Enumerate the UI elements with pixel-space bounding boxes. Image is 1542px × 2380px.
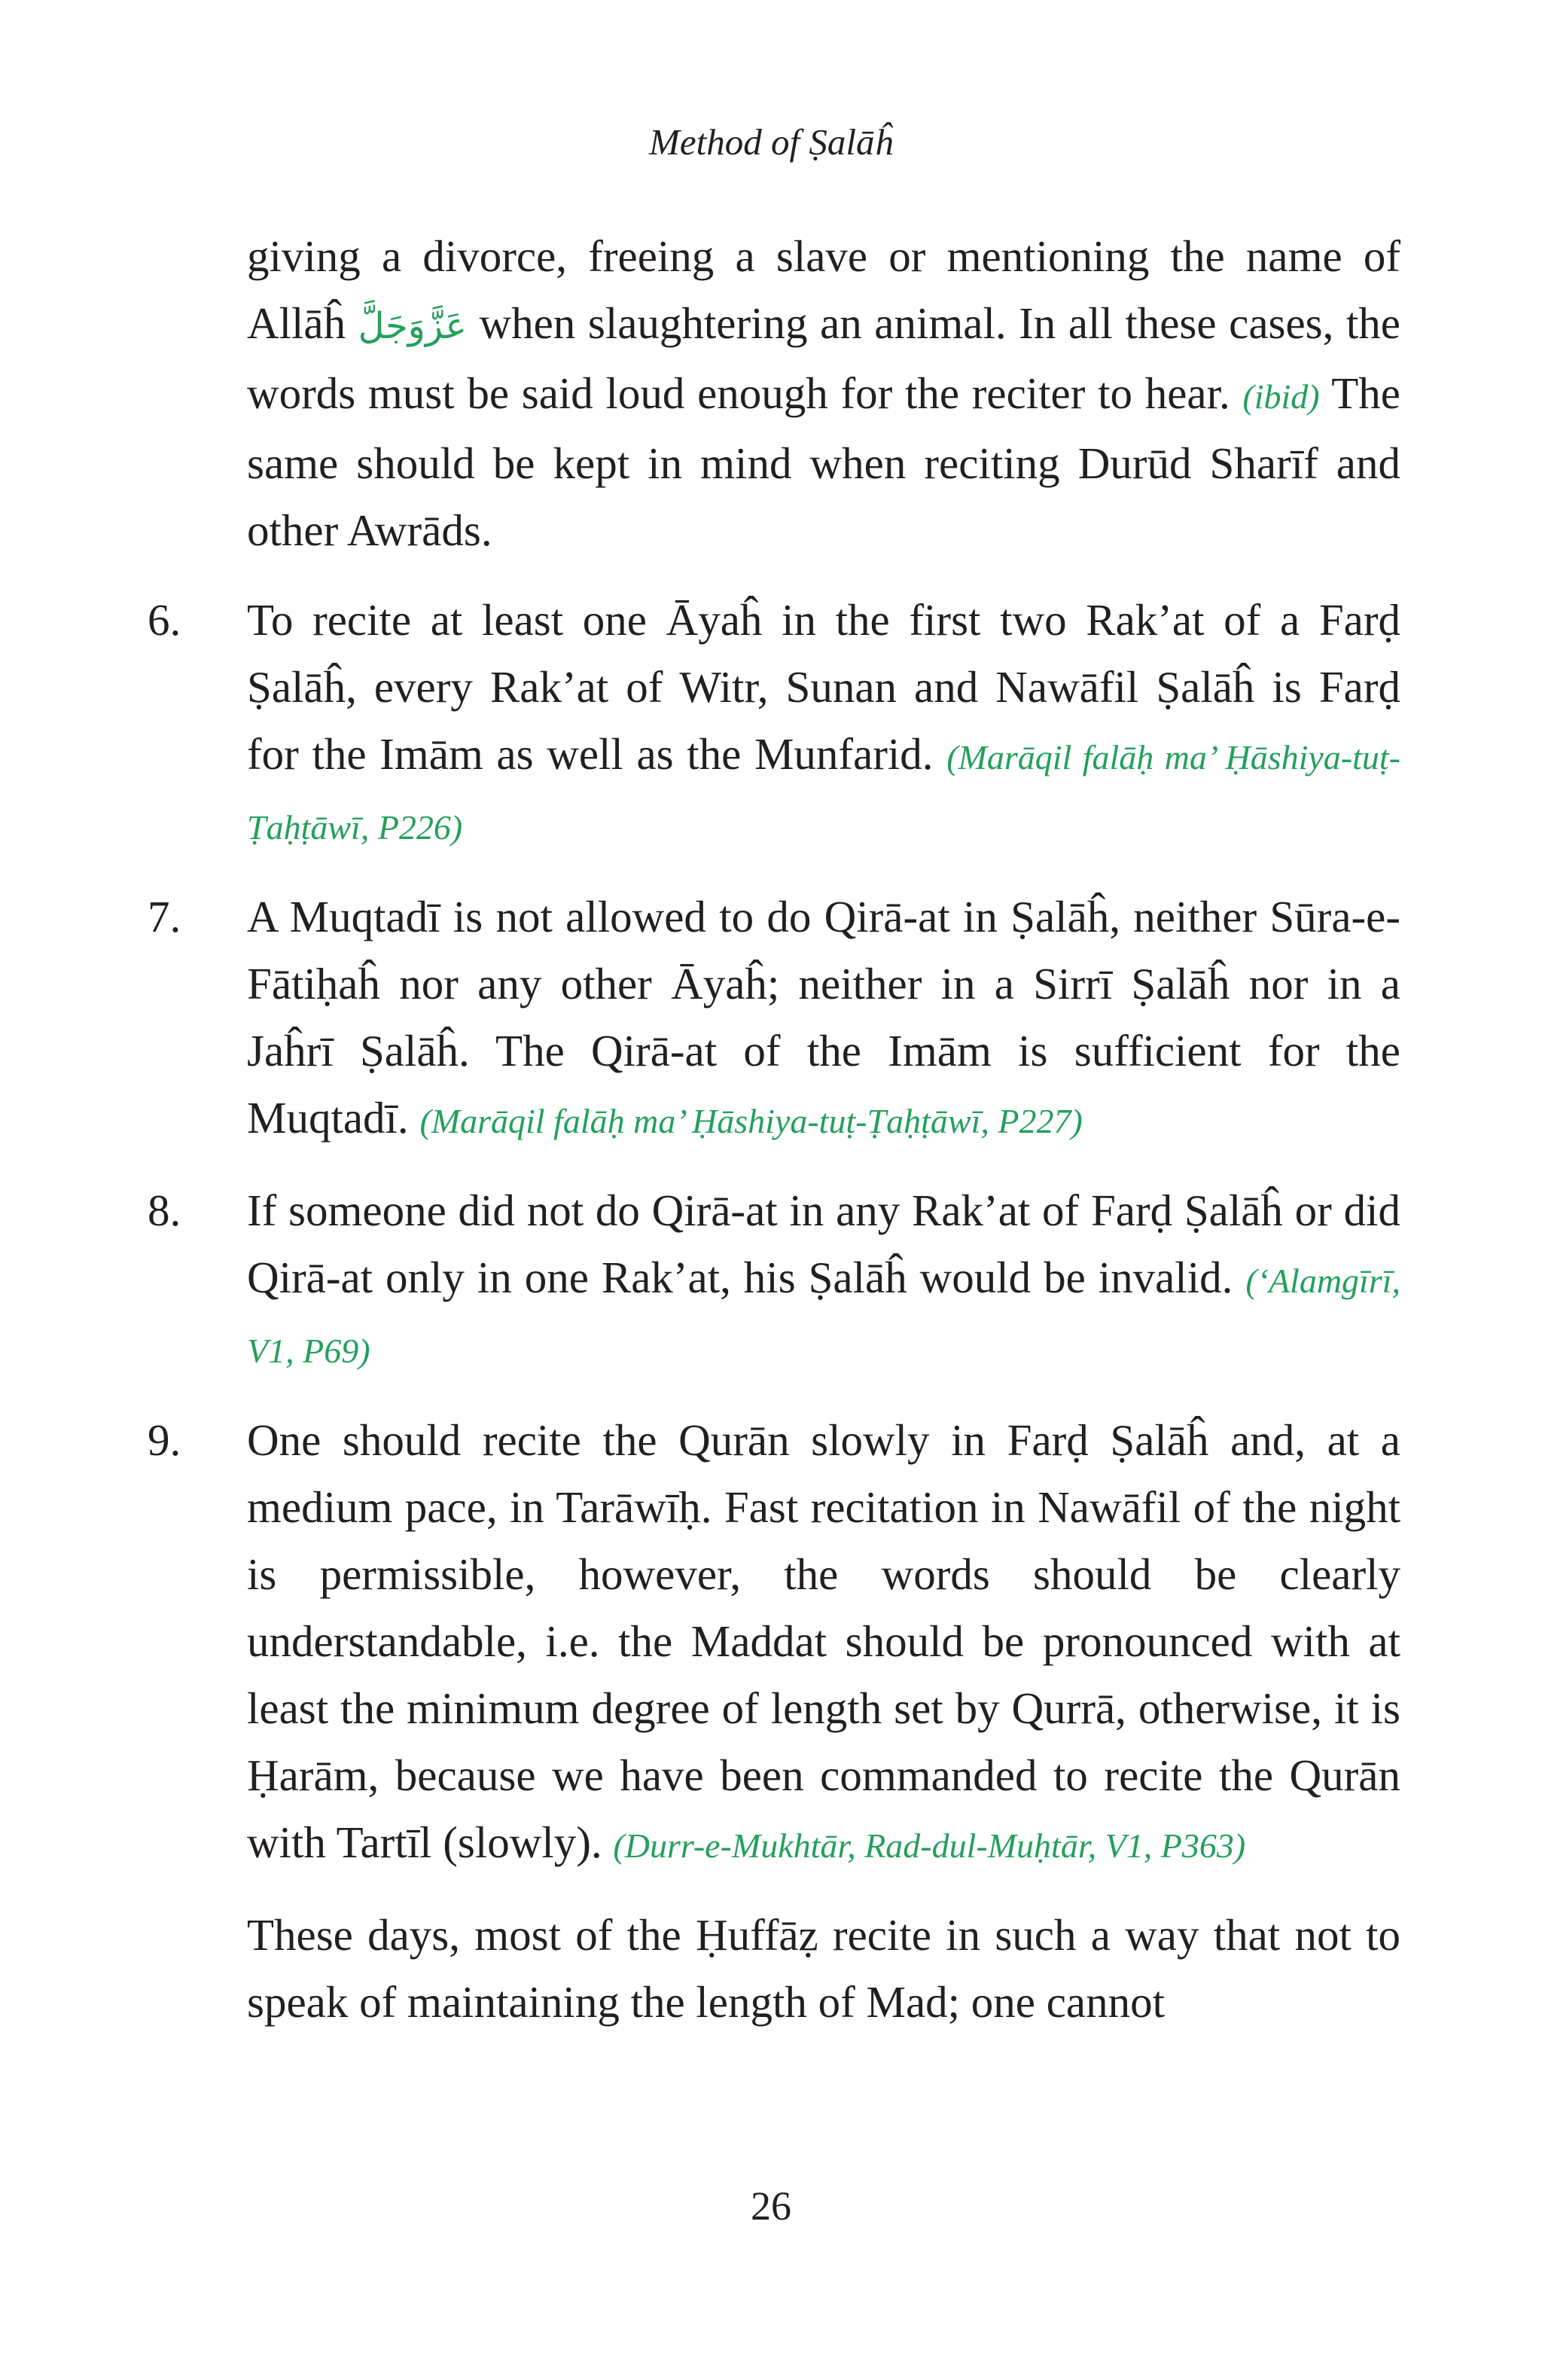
list-item-7 <box>148 883 1400 1155</box>
running-head: Method of Ṣalāĥ <box>649 121 893 163</box>
reference: (Marāqil falāḥ ma’ Ḥāshiya-tuṭ-Ṭaḥṭāwī, P226) <box>247 738 1401 847</box>
item-number: 7. <box>148 892 181 941</box>
item-text: If someone did not do Qirā-at in any Rak’at of Farḍ Ṣalāĥ or did Qirā-at only in one Rak’at, his Ṣalāĥ would be invalid. <box>247 1185 1400 1302</box>
page-number: 26 <box>751 2183 791 2229</box>
reference: (Durr-e-Mukhtār, Rad-dul-Muḥtār, V1, P363) <box>613 1826 1246 1865</box>
list-item-8 <box>148 1177 1401 1384</box>
intro-text-1: giving a divorce, freeing a slave or mentioning the name of Allāĥ <box>247 231 1400 348</box>
item-number: 6. <box>148 595 181 645</box>
item-number: 8. <box>148 1185 181 1235</box>
item-text: One should recite the Qurān slowly in Farḍ Ṣalāĥ and, at a medium pace, in Tarāwīḥ. Fast recitation in Nawāfil of the night is permissible, however, the words should be clearly understandable, i.e. the Maddat should be pronounced with at least the minimum degree of length set by Qurrā, otherwise, it is Ḥarām, because we have been commanded to recite the Qurān with Tartīl (slowly). <box>247 1415 1400 1867</box>
intro-text-3: The same should be kept in mind when reciting Durūd Sharīf and other Awrāds. <box>247 368 1400 555</box>
page-body <box>148 223 1401 2058</box>
item-text: A Muqtadī is not allowed to do Qirā-at in Ṣalāĥ, neither Sūra-e-Fātiḥaĥ nor any other Āyaĥ; neither in a Sirrī Ṣalāĥ nor in a Jaĥrī Ṣalāĥ. The Qirā-at of the Imām is sufficient for the Muqtadī. <box>247 892 1400 1143</box>
intro-text-2: when slaughtering an animal. In all these cases, the words must be said loud enough for the reciter to hear. <box>247 298 1400 418</box>
arabic-honorific: عَزَّوَجَلَّ <box>358 305 467 347</box>
reference: (ibid) <box>1242 377 1320 416</box>
list-item-9 <box>148 1407 1400 1879</box>
item-number: 9. <box>148 1415 181 1465</box>
intro-paragraph <box>247 223 1400 564</box>
list-item-6 <box>148 587 1401 861</box>
reference: (Marāqil falāḥ ma’ Ḥāshiya-tuṭ-Ṭaḥṭāwī, P227) <box>419 1102 1083 1140</box>
item-text: To recite at least one Āyaĥ in the first two Rak’at of a Farḍ Ṣalāĥ, every Rak’at of Witr, Sunan and Nawāfil Ṣalāĥ is Farḍ for the Imām as well as the Munfarid. <box>247 595 1400 779</box>
closing-paragraph: These days, most of the Ḥuffāẓ recite in such a way that not to speak of maintaining the length of Mad; one cannot <box>247 1910 1400 2027</box>
reference: (‘Alamgīrī, V1, P69) <box>247 1262 1401 1370</box>
